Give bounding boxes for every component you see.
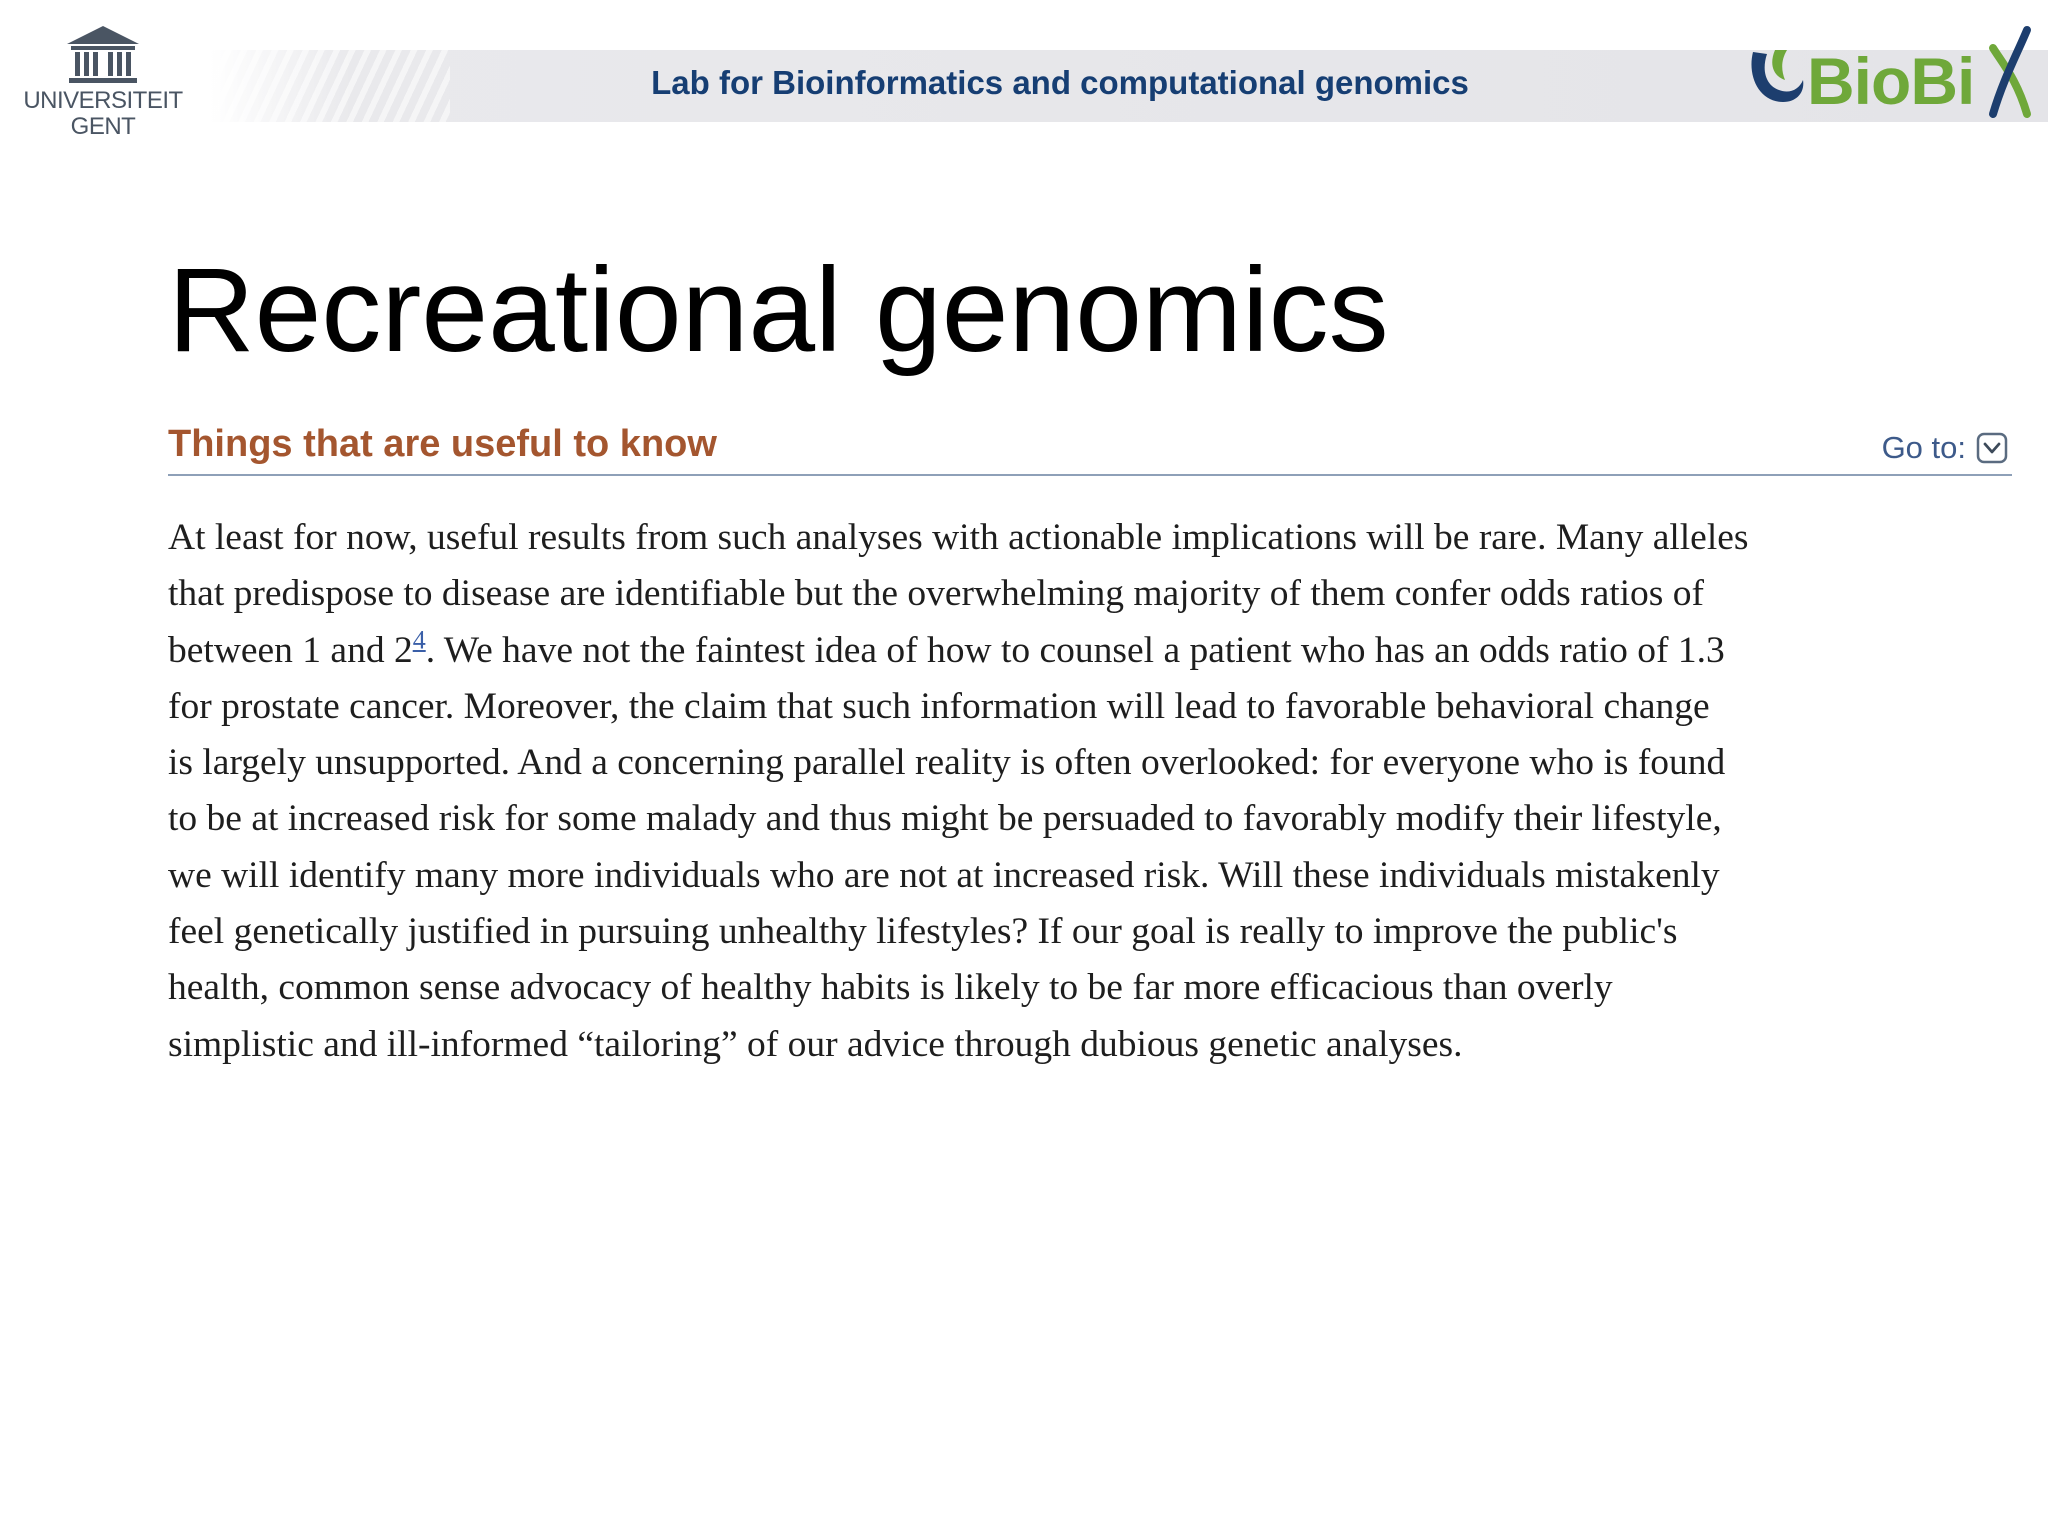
body-line-9: health, common sense advocacy of healthy habits is likely to be far more efficacious than overly	[168, 967, 1613, 1009]
section-header	[168, 418, 2012, 476]
body-line-6: to be at increased risk for some malady and thus might be persuaded to favorably modify their lifestyle,	[168, 798, 1722, 840]
slide-title: Recreational genomics	[168, 243, 1389, 377]
reference-link[interactable]: 4	[412, 625, 426, 655]
body-line-3-end: . We have not the faintest idea of how to counsel a patient who has an odds ratio of 1.3	[425, 629, 1725, 671]
goto-menu[interactable]	[1882, 428, 2008, 468]
body-line-10: simplistic and ill-informed “tailoring” of our advice through dubious genetic analyses.	[168, 1023, 1463, 1065]
header-title: Lab for Bioinformatics and computational genomics	[651, 64, 1469, 101]
body-line-7: we will identify many more individuals who are not at increased risk. Will these individuals mistakenly	[168, 854, 1720, 896]
building-columns-icon	[63, 24, 143, 86]
dna-x-icon	[1987, 24, 2033, 120]
university-name-line1: UNIVERSITEIT	[23, 87, 183, 114]
university-logo	[18, 24, 188, 144]
body-line-2: that predispose to disease are identifiable but the overwhelming majority of them confer odds ratios of	[168, 573, 1705, 615]
section-heading: Things that are useful to know	[168, 423, 717, 465]
goto-label[interactable]: Go to:	[1881, 430, 1966, 465]
body-line-8: feel genetically justified in pursuing unhealthy lifestyles? If our goal is really to improve the public's	[168, 911, 1678, 953]
biobix-swoosh-icon	[1745, 46, 1807, 108]
body-line-5: is largely unsupported. And a concerning parallel reality is often overlooked: for everyone who is found	[168, 742, 1726, 784]
article-excerpt	[168, 418, 2012, 1073]
body-line-1: At least for now, useful results from such analyses with actionable implications will be rare. Many alleles	[168, 517, 1749, 558]
body-paragraph	[168, 510, 2012, 1073]
university-name-line2: GENT	[70, 113, 136, 140]
chevron-down-box-icon[interactable]	[1976, 432, 2008, 464]
body-line-3-start: between 1 and 2	[168, 629, 413, 671]
university-name	[18, 88, 188, 140]
body-line-3	[168, 623, 2012, 679]
biobix-wordmark: BioBi	[1807, 44, 1975, 118]
body-line-4: for prostate cancer. Moreover, the claim that such information will lead to favorable behavioral change	[168, 685, 1710, 727]
biobix-logo	[1745, 24, 2035, 120]
